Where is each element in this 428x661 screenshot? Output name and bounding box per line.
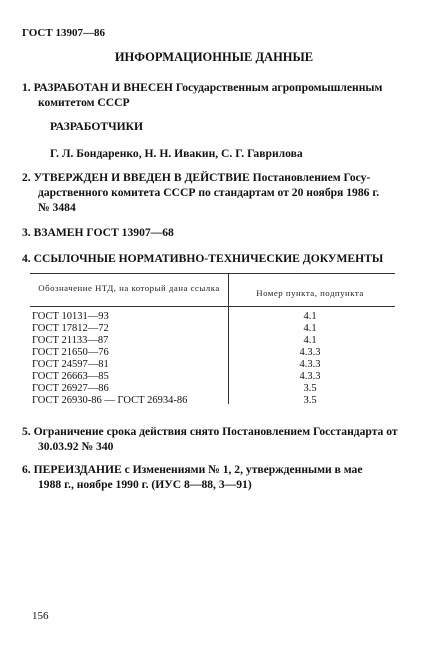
item-6-number: 6. bbox=[22, 463, 31, 476]
item-4 bbox=[22, 251, 407, 266]
item-2-line-1: УТВЕРЖДЕН И ВВЕДЕН В ДЕЙСТВИЕ Постановлением Госу- bbox=[33, 171, 371, 184]
item-5-line-1: Ограничение срока действия снято Постановлением Госстандарта от bbox=[33, 425, 398, 438]
table-header-clause: Номер пункта, подпункта bbox=[256, 288, 364, 298]
item-1-number: 1. bbox=[22, 81, 31, 94]
item-3-line-1: ВЗАМЕН ГОСТ 13907—68 bbox=[33, 226, 174, 239]
table-row-4-doc: ГОСТ 21650—76 bbox=[32, 347, 109, 358]
item-6-line-2: 1988 г., ноябре 1990 г. (ИУС 8—88, 3—91) bbox=[38, 478, 252, 491]
table-top-rule bbox=[30, 273, 395, 274]
table-header-rule bbox=[30, 306, 395, 307]
item-2 bbox=[22, 170, 407, 215]
table-column-divider bbox=[228, 273, 229, 404]
item-2-number: 2. bbox=[22, 171, 31, 184]
table-row-3-doc: ГОСТ 21133—87 bbox=[32, 335, 109, 346]
item-5 bbox=[22, 424, 407, 454]
table-row-2-doc: ГОСТ 17812—72 bbox=[32, 323, 109, 334]
developers-heading: РАЗРАБОТЧИКИ bbox=[50, 120, 144, 133]
item-5-line-2: 30.03.92 № 340 bbox=[38, 440, 114, 453]
table-row-4-clause: 4.3.3 bbox=[299, 347, 321, 358]
section-title: ИНФОРМАЦИОННЫЕ ДАННЫЕ bbox=[114, 50, 314, 64]
table-row-1-doc: ГОСТ 10131—93 bbox=[32, 311, 109, 322]
item-3-number: 3. bbox=[22, 226, 31, 239]
item-1-line-2: комитетом СССР bbox=[38, 96, 130, 109]
item-1-line-1: РАЗРАБОТАН И ВНЕСЕН Государственным агропромышленным bbox=[33, 81, 383, 94]
developers-names: Г. Л. Бондаренко, Н. Н. Ивакин, С. Г. Гаврилова bbox=[50, 147, 303, 160]
table-row-5-doc: ГОСТ 24597—81 bbox=[32, 359, 109, 370]
table-row-3-clause: 4.1 bbox=[303, 335, 317, 346]
item-6-line-1: ПЕРЕИЗДАНИЕ с Изменениями № 1, 2, утвержденными в мае bbox=[33, 463, 363, 476]
item-2-line-2: дарственного комитета СССР по стандартам от 20 ноября 1986 г. bbox=[38, 186, 380, 199]
item-1 bbox=[22, 80, 407, 110]
document-code: ГОСТ 13907—86 bbox=[22, 27, 105, 39]
item-6 bbox=[22, 462, 407, 492]
table-row-8-clause: 3.5 bbox=[303, 395, 317, 406]
table-row-6-clause: 4.3.3 bbox=[299, 371, 321, 382]
table-row-7-clause: 3.5 bbox=[303, 383, 317, 394]
table-row-8-doc: ГОСТ 26930-86 — ГОСТ 26934-86 bbox=[32, 395, 188, 406]
table-row-7-doc: ГОСТ 26927—86 bbox=[32, 383, 109, 394]
table-row-2-clause: 4.1 bbox=[303, 323, 317, 334]
item-3 bbox=[22, 225, 407, 240]
page-number: 156 bbox=[32, 610, 49, 622]
item-2-line-3: № 3484 bbox=[38, 201, 76, 214]
item-4-line-1: ССЫЛОЧНЫЕ НОРМАТИВНО-ТЕХНИЧЕСКИЕ ДОКУМЕНТЫ bbox=[33, 252, 384, 265]
table-row-6-doc: ГОСТ 26663—85 bbox=[32, 371, 109, 382]
item-5-number: 5. bbox=[22, 425, 31, 438]
table-row-5-clause: 4.3.3 bbox=[299, 359, 321, 370]
table-row-1-clause: 4.1 bbox=[303, 311, 317, 322]
table-header-document: Обозначение НТД, на который дана ссылка bbox=[38, 283, 220, 293]
item-4-number: 4. bbox=[22, 252, 31, 265]
